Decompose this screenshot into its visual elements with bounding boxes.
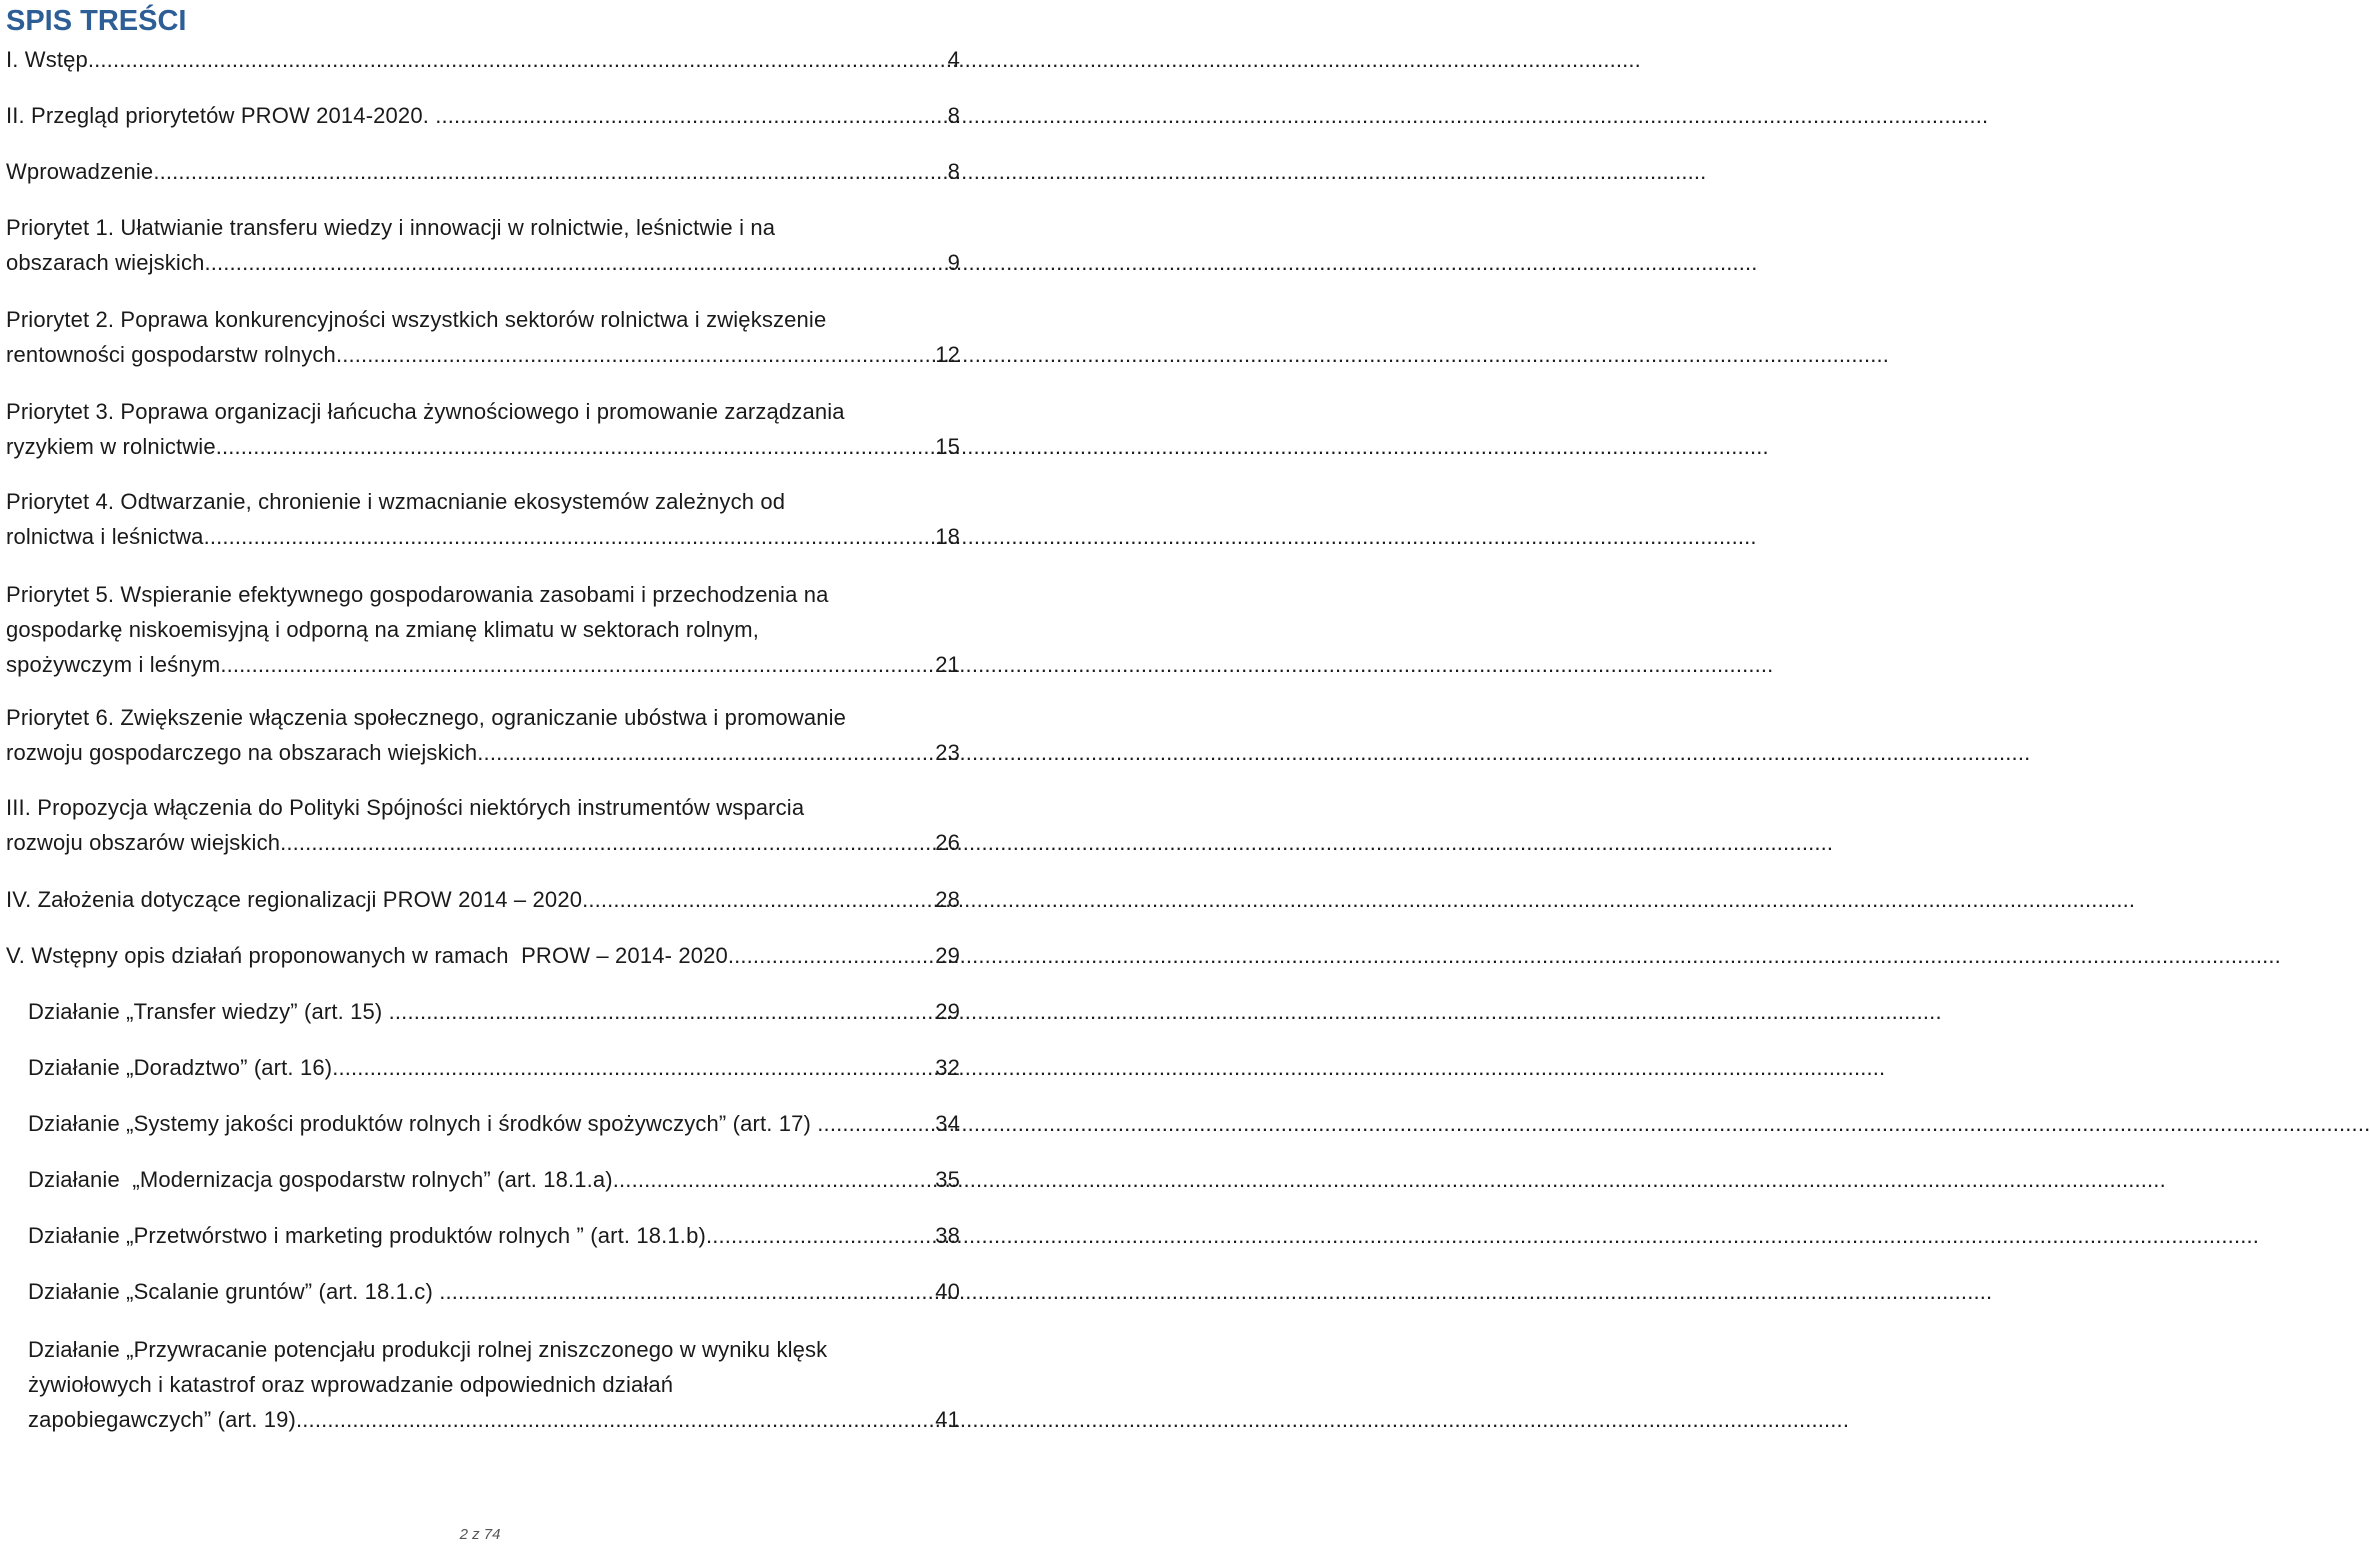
toc-page-number: 4 xyxy=(947,47,960,72)
toc-entry-final-line xyxy=(6,42,960,77)
dot-leader xyxy=(477,735,933,770)
toc-entry-text: Działanie „Przywracanie potencjału produkcji rolnej zniszczonego w wyniku klęsk xyxy=(28,1337,828,1362)
dot-leader xyxy=(332,1050,933,1085)
dot-leader xyxy=(280,825,933,860)
toc-entry-text: spożywczym i leśnym xyxy=(6,652,221,677)
toc-entry[interactable] xyxy=(28,1162,960,1197)
toc-page-number: 34 xyxy=(935,1111,960,1136)
toc-entry-text: Działanie „Systemy jakości produktów rolnych i środków spożywczych” (art. 17) xyxy=(28,1111,818,1136)
toc-page-number: 26 xyxy=(935,830,960,855)
toc-entry[interactable] xyxy=(6,210,960,280)
toc-page-number: 29 xyxy=(935,999,960,1024)
dot-leader xyxy=(153,154,945,189)
toc-entry[interactable] xyxy=(28,1332,960,1437)
toc-entry-text: rozwoju obszarów wiejskich xyxy=(6,830,281,855)
toc-entry-final-line xyxy=(28,1162,960,1197)
toc-entry-text: Działanie „Scalanie gruntów” (art. 18.1.c) xyxy=(28,1279,440,1304)
toc-entry-text: II. Przegląd priorytetów PROW 2014-2020. xyxy=(6,103,436,128)
toc-entry-text: Priorytet 5. Wspieranie efektywnego gospodarowania zasobami i przechodzenia na xyxy=(6,582,829,607)
toc-entry-final-line xyxy=(6,825,960,860)
toc-entry-final-line xyxy=(28,1106,960,1141)
toc-entry[interactable] xyxy=(6,577,960,682)
toc-entry-text: Priorytet 2. Poprawa konkurencyjności wszystkich sektorów rolnictwa i zwiększenie xyxy=(6,307,827,332)
toc-entry[interactable] xyxy=(6,42,960,77)
dot-leader xyxy=(216,429,933,464)
toc-entry-final-line xyxy=(28,994,960,1029)
toc-entry-final-line xyxy=(28,1218,960,1253)
toc-entry-text: Priorytet 6. Zwiększenie włączenia społecznego, ograniczanie ubóstwa i promowanie xyxy=(6,705,847,730)
dot-leader xyxy=(336,337,933,372)
toc-page-number: 40 xyxy=(935,1279,960,1304)
toc-entry-text: Priorytet 3. Poprawa organizacji łańcucha żywnościowego i promowanie zarządzania xyxy=(6,399,845,424)
dot-leader xyxy=(706,1218,933,1253)
toc-entry-text: Działanie „Doradztwo” (art. 16) xyxy=(28,1055,333,1080)
toc-entry-text: rolnictwa i leśnictwa xyxy=(6,524,204,549)
toc-page-number: 9 xyxy=(947,250,960,275)
toc-entry-final-line xyxy=(6,882,960,917)
toc-entry-text: żywiołowych i katastrof oraz wprowadzanie odpowiednich działań xyxy=(28,1372,674,1397)
toc-entry-text: Działanie „Modernizacja gospodarstw rolnych” (art. 18.1.a) xyxy=(28,1167,613,1192)
toc-page-number: 38 xyxy=(935,1223,960,1248)
dot-leader xyxy=(88,42,946,77)
toc-entry[interactable] xyxy=(6,484,960,554)
toc-page-number: 8 xyxy=(947,103,960,128)
toc-entry[interactable] xyxy=(6,700,960,770)
toc-entry-final-line xyxy=(28,1050,960,1085)
toc-page-number: 32 xyxy=(935,1055,960,1080)
toc-page-number: 41 xyxy=(935,1407,960,1432)
dot-leader xyxy=(613,1162,933,1197)
toc-entry-final-line xyxy=(28,1274,960,1309)
toc-entry[interactable] xyxy=(28,1106,960,1141)
toc-entry-text: III. Propozycja włączenia do Polityki Spójności niektórych instrumentów wsparcia xyxy=(6,795,805,820)
toc-entry-text: obszarach wiejskich xyxy=(6,250,205,275)
dot-leader xyxy=(296,1402,933,1437)
dot-leader xyxy=(205,245,946,280)
toc-page-number: 18 xyxy=(935,524,960,549)
toc-entry-text: rentowności gospodarstw rolnych xyxy=(6,342,336,367)
toc-page-number: 15 xyxy=(935,434,960,459)
toc-entry-text: Priorytet 4. Odtwarzanie, chronienie i wzmacnianie ekosystemów zależnych od xyxy=(6,489,786,514)
toc-entry-final-line xyxy=(6,245,960,280)
toc-entry[interactable] xyxy=(28,994,960,1029)
toc-entry-final-line xyxy=(6,735,960,770)
toc-entry-text: IV. Założenia dotyczące regionalizacji PROW 2014 – 2020 xyxy=(6,887,583,912)
toc-entry[interactable] xyxy=(6,938,960,973)
toc-entry-text: V. Wstępny opis działań proponowanych w ramach PROW – 2014- 2020 xyxy=(6,943,728,968)
dot-leader xyxy=(220,647,933,682)
toc-entry-text: gospodarkę niskoemisyjną i odporną na zmianę klimatu w sektorach rolnym, xyxy=(6,617,760,642)
toc-page-number: 28 xyxy=(935,887,960,912)
toc-entry[interactable] xyxy=(6,154,960,189)
toc-entry[interactable] xyxy=(28,1050,960,1085)
toc-entry-text: rozwoju gospodarczego na obszarach wiejskich xyxy=(6,740,478,765)
toc-entry-text: Priorytet 1. Ułatwianie transferu wiedzy i innowacji w rolnictwie, leśnictwie i na xyxy=(6,215,776,240)
toc-page-number: 12 xyxy=(935,342,960,367)
toc-entry[interactable] xyxy=(28,1274,960,1309)
toc-entry-final-line xyxy=(6,519,960,554)
toc-entry-text: Działanie „Przetwórstwo i marketing produktów rolnych ” (art. 18.1.b) xyxy=(28,1223,706,1248)
toc-entry-final-line xyxy=(28,1402,960,1437)
dot-leader xyxy=(439,1274,933,1309)
dot-leader xyxy=(728,938,933,973)
toc-entry[interactable] xyxy=(6,790,960,860)
toc-entry[interactable] xyxy=(28,1218,960,1253)
toc-entry-final-line xyxy=(6,154,960,189)
toc-entry-text: ryzykiem w rolnictwie xyxy=(6,434,216,459)
dot-leader xyxy=(204,519,934,554)
toc-page-number: 29 xyxy=(935,943,960,968)
dot-leader xyxy=(435,98,945,133)
toc-entry-final-line xyxy=(6,938,960,973)
toc-entry-text: zapobiegawczych” (art. 19) xyxy=(28,1407,297,1432)
toc-entry-final-line xyxy=(6,647,960,682)
toc-entry[interactable] xyxy=(6,302,960,372)
toc-entry-text: Wprowadzenie xyxy=(6,159,154,184)
toc-entry-final-line xyxy=(6,98,960,133)
toc-entry-final-line xyxy=(6,429,960,464)
toc-entry-text: Działanie „Transfer wiedzy” (art. 15) xyxy=(28,999,389,1024)
toc-entry-final-line xyxy=(6,337,960,372)
dot-leader xyxy=(389,994,934,1029)
toc-entry[interactable] xyxy=(6,882,960,917)
page-title: SPIS TREŚCI xyxy=(6,5,187,37)
toc-page-number: 21 xyxy=(935,652,960,677)
toc-entry-text: I. Wstęp xyxy=(6,47,88,72)
dot-leader xyxy=(582,882,933,917)
toc-page-number: 35 xyxy=(935,1167,960,1192)
toc-page-number: 23 xyxy=(935,740,960,765)
dot-leader xyxy=(817,1106,933,1141)
toc-page-number: 8 xyxy=(947,159,960,184)
toc-entry[interactable] xyxy=(6,394,960,464)
toc-entry[interactable] xyxy=(6,98,960,133)
page-number-footer: 2 z 74 xyxy=(459,1526,501,1543)
